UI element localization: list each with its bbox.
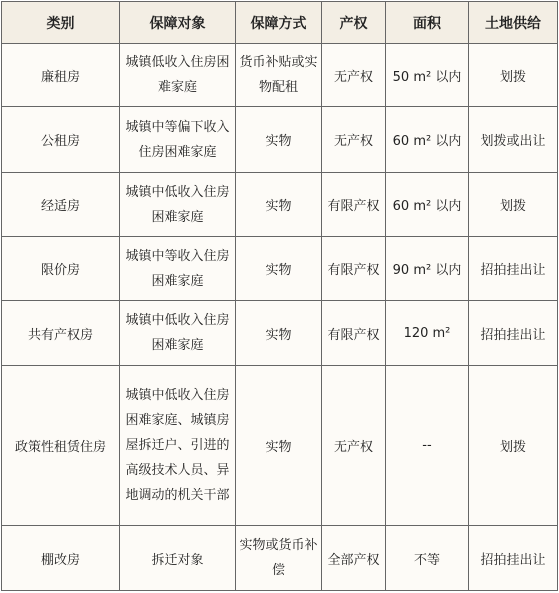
header-land: 土地供给 xyxy=(469,2,558,44)
table-row xyxy=(2,107,558,173)
table-row xyxy=(2,526,558,591)
cell-property: 有限产权 xyxy=(322,173,386,237)
header-category: 类别 xyxy=(2,2,120,44)
cell-land: 划拨 xyxy=(469,173,558,237)
table-row xyxy=(2,173,558,237)
cell-method: 实物 xyxy=(236,107,322,173)
cell-area: 不等 xyxy=(386,526,469,591)
header-method: 保障方式 xyxy=(236,2,322,44)
cell-area: 60 m² 以内 xyxy=(386,107,469,173)
cell-property: 无产权 xyxy=(322,366,386,526)
cell-target: 城镇中等偏下收入住房困难家庭 xyxy=(120,107,236,173)
cell-property: 全部产权 xyxy=(322,526,386,591)
header-row xyxy=(2,2,558,44)
table-row xyxy=(2,237,558,301)
cell-method: 实物或货币补偿 xyxy=(236,526,322,591)
cell-area: 50 m² 以内 xyxy=(386,44,469,107)
cell-method: 实物 xyxy=(236,173,322,237)
cell-method: 实物 xyxy=(236,237,322,301)
cell-category: 廉租房 xyxy=(2,44,120,107)
cell-property: 无产权 xyxy=(322,107,386,173)
cell-category: 共有产权房 xyxy=(2,301,120,366)
cell-area: 120 m² xyxy=(386,301,469,366)
table-row xyxy=(2,301,558,366)
cell-category: 棚改房 xyxy=(2,526,120,591)
cell-target: 城镇低收入住房困难家庭 xyxy=(120,44,236,107)
cell-property: 有限产权 xyxy=(322,301,386,366)
header-area: 面积 xyxy=(386,2,469,44)
cell-land: 划拨 xyxy=(469,366,558,526)
housing-table xyxy=(1,1,558,591)
cell-target: 城镇中低收入住房困难家庭 xyxy=(120,173,236,237)
cell-category: 经适房 xyxy=(2,173,120,237)
cell-area: 60 m² 以内 xyxy=(386,173,469,237)
cell-property: 有限产权 xyxy=(322,237,386,301)
cell-target: 拆迁对象 xyxy=(120,526,236,591)
cell-category: 政策性租赁住房 xyxy=(2,366,120,526)
table-row xyxy=(2,44,558,107)
cell-land: 划拨或出让 xyxy=(469,107,558,173)
table-row xyxy=(2,366,558,526)
cell-category: 限价房 xyxy=(2,237,120,301)
cell-method: 实物 xyxy=(236,366,322,526)
cell-land: 招拍挂出让 xyxy=(469,237,558,301)
cell-property: 无产权 xyxy=(322,44,386,107)
header-target: 保障对象 xyxy=(120,2,236,44)
cell-category: 公租房 xyxy=(2,107,120,173)
cell-land: 划拨 xyxy=(469,44,558,107)
cell-target: 城镇中低收入住房困难家庭、城镇房屋拆迁户、引进的高级技术人员、异地调动的机关干部 xyxy=(120,366,236,526)
header-property: 产权 xyxy=(322,2,386,44)
cell-target: 城镇中低收入住房困难家庭 xyxy=(120,301,236,366)
cell-land: 招拍挂出让 xyxy=(469,301,558,366)
cell-method: 实物 xyxy=(236,301,322,366)
cell-area: 90 m² 以内 xyxy=(386,237,469,301)
cell-target: 城镇中等收入住房困难家庭 xyxy=(120,237,236,301)
cell-area: -- xyxy=(386,366,469,526)
cell-method: 货币补贴或实物配租 xyxy=(236,44,322,107)
cell-land: 招拍挂出让 xyxy=(469,526,558,591)
